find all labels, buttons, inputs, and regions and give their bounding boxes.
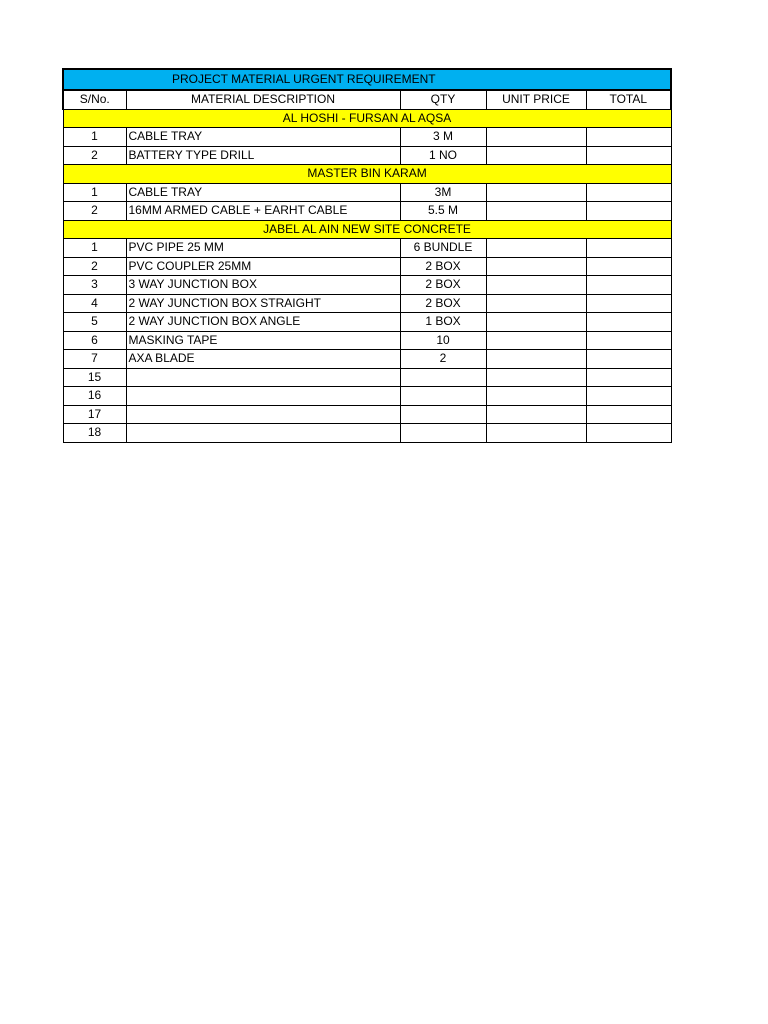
- table-row: [63, 387, 671, 406]
- section-header-row: [63, 165, 671, 184]
- unit-price-cell[interactable]: [486, 368, 586, 387]
- description-cell[interactable]: PVC COUPLER 25MM: [126, 257, 400, 276]
- description-cell[interactable]: [126, 424, 400, 443]
- table-row: [63, 294, 671, 313]
- sn-cell[interactable]: 1: [63, 128, 126, 147]
- sn-cell[interactable]: 16: [63, 387, 126, 406]
- sn-cell[interactable]: 5: [63, 313, 126, 332]
- total-cell[interactable]: [586, 424, 671, 443]
- total-cell[interactable]: [586, 146, 671, 165]
- header-unit-price[interactable]: UNIT PRICE: [486, 90, 586, 109]
- qty-cell[interactable]: [400, 424, 486, 443]
- table-row: [63, 368, 671, 387]
- header-description[interactable]: MATERIAL DESCRIPTION: [126, 90, 400, 109]
- description-cell[interactable]: [126, 405, 400, 424]
- total-cell[interactable]: [586, 331, 671, 350]
- qty-cell[interactable]: 3M: [400, 183, 486, 202]
- sn-cell[interactable]: 1: [63, 239, 126, 258]
- unit-price-cell[interactable]: [486, 350, 586, 369]
- qty-cell[interactable]: [400, 368, 486, 387]
- description-cell[interactable]: CABLE TRAY: [126, 183, 400, 202]
- description-cell[interactable]: MASKING TAPE: [126, 331, 400, 350]
- sn-cell[interactable]: 1: [63, 183, 126, 202]
- qty-cell[interactable]: [400, 387, 486, 406]
- unit-price-cell[interactable]: [486, 276, 586, 295]
- total-cell[interactable]: [586, 294, 671, 313]
- unit-price-cell[interactable]: [486, 313, 586, 332]
- table-row: [63, 202, 671, 221]
- sn-cell[interactable]: 4: [63, 294, 126, 313]
- header-qty[interactable]: QTY: [400, 90, 486, 109]
- qty-cell[interactable]: 2 BOX: [400, 257, 486, 276]
- unit-price-cell[interactable]: [486, 405, 586, 424]
- description-cell[interactable]: CABLE TRAY: [126, 128, 400, 147]
- unit-price-cell[interactable]: [486, 387, 586, 406]
- table-row: [63, 146, 671, 165]
- qty-cell[interactable]: 2 BOX: [400, 294, 486, 313]
- unit-price-cell[interactable]: [486, 424, 586, 443]
- unit-price-cell[interactable]: [486, 257, 586, 276]
- description-cell[interactable]: 2 WAY JUNCTION BOX STRAIGHT: [126, 294, 400, 313]
- qty-cell[interactable]: 2: [400, 350, 486, 369]
- total-cell[interactable]: [586, 387, 671, 406]
- unit-price-cell[interactable]: [486, 331, 586, 350]
- sn-cell[interactable]: 17: [63, 405, 126, 424]
- header-sn[interactable]: S/No.: [63, 90, 126, 109]
- total-cell[interactable]: [586, 368, 671, 387]
- total-cell[interactable]: [586, 239, 671, 258]
- description-cell[interactable]: PVC PIPE 25 MM: [126, 239, 400, 258]
- qty-cell[interactable]: 2 BOX: [400, 276, 486, 295]
- table-row: [63, 350, 671, 369]
- header-total[interactable]: TOTAL: [586, 90, 671, 109]
- total-cell[interactable]: [586, 183, 671, 202]
- table-row: [63, 405, 671, 424]
- sn-cell[interactable]: 7: [63, 350, 126, 369]
- unit-price-cell[interactable]: [486, 146, 586, 165]
- table-row: [63, 183, 671, 202]
- section-name-cell[interactable]: JABEL AL AIN NEW SITE CONCRETE: [63, 220, 671, 239]
- total-cell[interactable]: [586, 350, 671, 369]
- table-row: [63, 331, 671, 350]
- sn-cell[interactable]: 2: [63, 257, 126, 276]
- total-cell[interactable]: [586, 405, 671, 424]
- section-header-row: [63, 109, 671, 128]
- section-name-cell[interactable]: AL HOSHI - FURSAN AL AQSA: [63, 109, 671, 128]
- total-cell[interactable]: [586, 313, 671, 332]
- sn-cell[interactable]: 2: [63, 146, 126, 165]
- sn-cell[interactable]: 6: [63, 331, 126, 350]
- sn-cell[interactable]: 18: [63, 424, 126, 443]
- unit-price-cell[interactable]: [486, 183, 586, 202]
- material-requirement-table: [62, 68, 672, 443]
- table-row: [63, 424, 671, 443]
- unit-price-cell[interactable]: [486, 128, 586, 147]
- qty-cell[interactable]: 6 BUNDLE: [400, 239, 486, 258]
- total-cell[interactable]: [586, 257, 671, 276]
- qty-cell[interactable]: 5.5 M: [400, 202, 486, 221]
- table-row: [63, 257, 671, 276]
- table-row: [63, 276, 671, 295]
- unit-price-cell[interactable]: [486, 294, 586, 313]
- header-row: [63, 90, 671, 109]
- description-cell[interactable]: [126, 387, 400, 406]
- total-cell[interactable]: [586, 202, 671, 221]
- qty-cell[interactable]: 1 NO: [400, 146, 486, 165]
- total-cell[interactable]: [586, 276, 671, 295]
- table-row: [63, 128, 671, 147]
- description-cell[interactable]: 16MM ARMED CABLE + EARHT CABLE: [126, 202, 400, 221]
- section-name-cell[interactable]: MASTER BIN KARAM: [63, 165, 671, 184]
- sheet-title: PROJECT MATERIAL URGENT REQUIREMENT: [63, 69, 671, 90]
- table-row: [63, 239, 671, 258]
- description-cell[interactable]: AXA BLADE: [126, 350, 400, 369]
- qty-cell[interactable]: 10: [400, 331, 486, 350]
- sn-cell[interactable]: 15: [63, 368, 126, 387]
- unit-price-cell[interactable]: [486, 239, 586, 258]
- description-cell[interactable]: 3 WAY JUNCTION BOX: [126, 276, 400, 295]
- qty-cell[interactable]: [400, 405, 486, 424]
- sn-cell[interactable]: 3: [63, 276, 126, 295]
- unit-price-cell[interactable]: [486, 202, 586, 221]
- description-cell[interactable]: [126, 368, 400, 387]
- section-header-row: [63, 220, 671, 239]
- qty-cell[interactable]: 1 BOX: [400, 313, 486, 332]
- table-body: [63, 109, 671, 442]
- table-row: [63, 313, 671, 332]
- sn-cell[interactable]: 2: [63, 202, 126, 221]
- qty-cell[interactable]: 3 M: [400, 128, 486, 147]
- total-cell[interactable]: [586, 128, 671, 147]
- description-cell[interactable]: BATTERY TYPE DRILL: [126, 146, 400, 165]
- description-cell[interactable]: 2 WAY JUNCTION BOX ANGLE: [126, 313, 400, 332]
